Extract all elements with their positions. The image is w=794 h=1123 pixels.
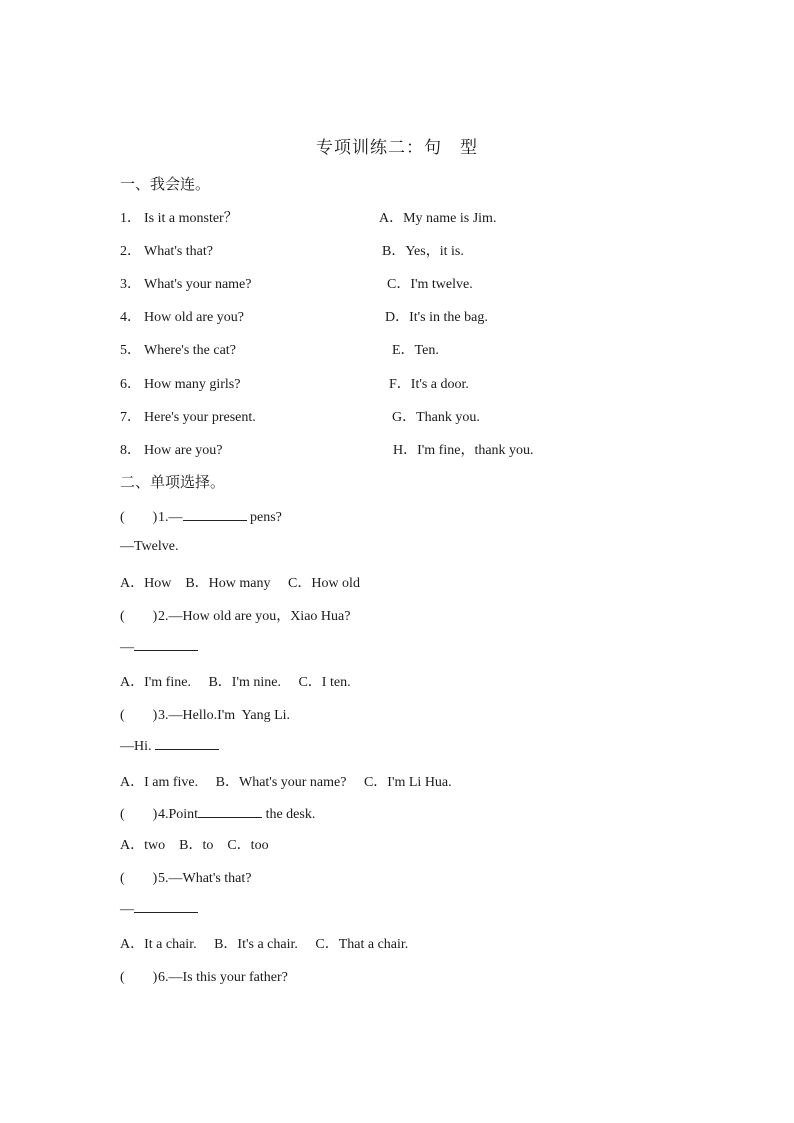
choice-reply-5: — [120, 900, 198, 918]
match-question-7: 7． Here's your present. [120, 410, 256, 425]
match-question-8: 8． How are you? [120, 443, 223, 458]
answer-paren: ( ) [120, 807, 158, 822]
match-answer-c: C．I'm twelve. [387, 277, 473, 292]
choice-options-5: A．It a chair. B．It's a chair. C．That a chair. [120, 937, 409, 952]
answer-blank [134, 638, 198, 651]
match-answer-g: G．Thank you. [392, 410, 480, 425]
choice-question-3: ( )3.—Hello.I'm Yang Li. [120, 704, 290, 724]
match-question-3: 3． What's your name? [120, 277, 252, 292]
answer-blank [198, 805, 262, 818]
choice-options-1: A．How B．How many C．How old [120, 576, 360, 591]
match-answer-a: A．My name is Jim. [379, 211, 497, 226]
match-answer-d: D．It's in the bag. [385, 310, 488, 325]
choice-question-6: ( )6.—Is this your father? [120, 966, 288, 986]
choice-reply-2: — [120, 638, 198, 656]
choice-options-2: A．I'm fine. B．I'm nine. C．I ten. [120, 675, 351, 690]
match-answer-e: E．Ten. [392, 343, 439, 358]
answer-paren: ( ) [120, 510, 158, 525]
choice-options-4: A．two B．to C．too [120, 838, 269, 853]
choice-reply-1: —Twelve. [120, 539, 179, 554]
match-answer-f: F．It's a door. [389, 377, 469, 392]
match-question-2: 2． What's that? [120, 244, 213, 259]
answer-blank [183, 508, 247, 521]
match-question-6: 6． How many girls? [120, 377, 241, 392]
choice-reply-3: —Hi. [120, 737, 219, 755]
page-title: 专项训练二：句 型 [316, 138, 478, 158]
answer-paren: ( ) [120, 609, 158, 624]
match-question-1: 1． Is it a monster？ [120, 211, 238, 226]
section-1-heading: 一、我会连。 [120, 175, 211, 193]
answer-blank [134, 900, 198, 913]
match-question-4: 4． How old are you? [120, 310, 244, 325]
choice-question-5: ( )5.—What's that? [120, 867, 252, 887]
choice-options-3: A．I am five. B．What's your name? C．I'm Li Hua. [120, 775, 452, 790]
match-question-5: 5． Where's the cat? [120, 343, 236, 358]
answer-paren: ( ) [120, 871, 158, 886]
answer-paren: ( ) [120, 970, 158, 985]
section-2-heading: 二、单项选择。 [120, 473, 226, 491]
answer-blank [155, 737, 219, 750]
answer-paren: ( ) [120, 708, 158, 723]
match-answer-b: B．Yes，it is. [382, 244, 464, 259]
choice-question-2: ( )2.—How old are you，Xiao Hua? [120, 605, 350, 625]
choice-question-1: ( )1.— pens? [120, 506, 282, 526]
choice-question-4: ( )4.Point the desk. [120, 803, 315, 823]
match-answer-h: H．I'm fine，thank you. [393, 443, 534, 458]
